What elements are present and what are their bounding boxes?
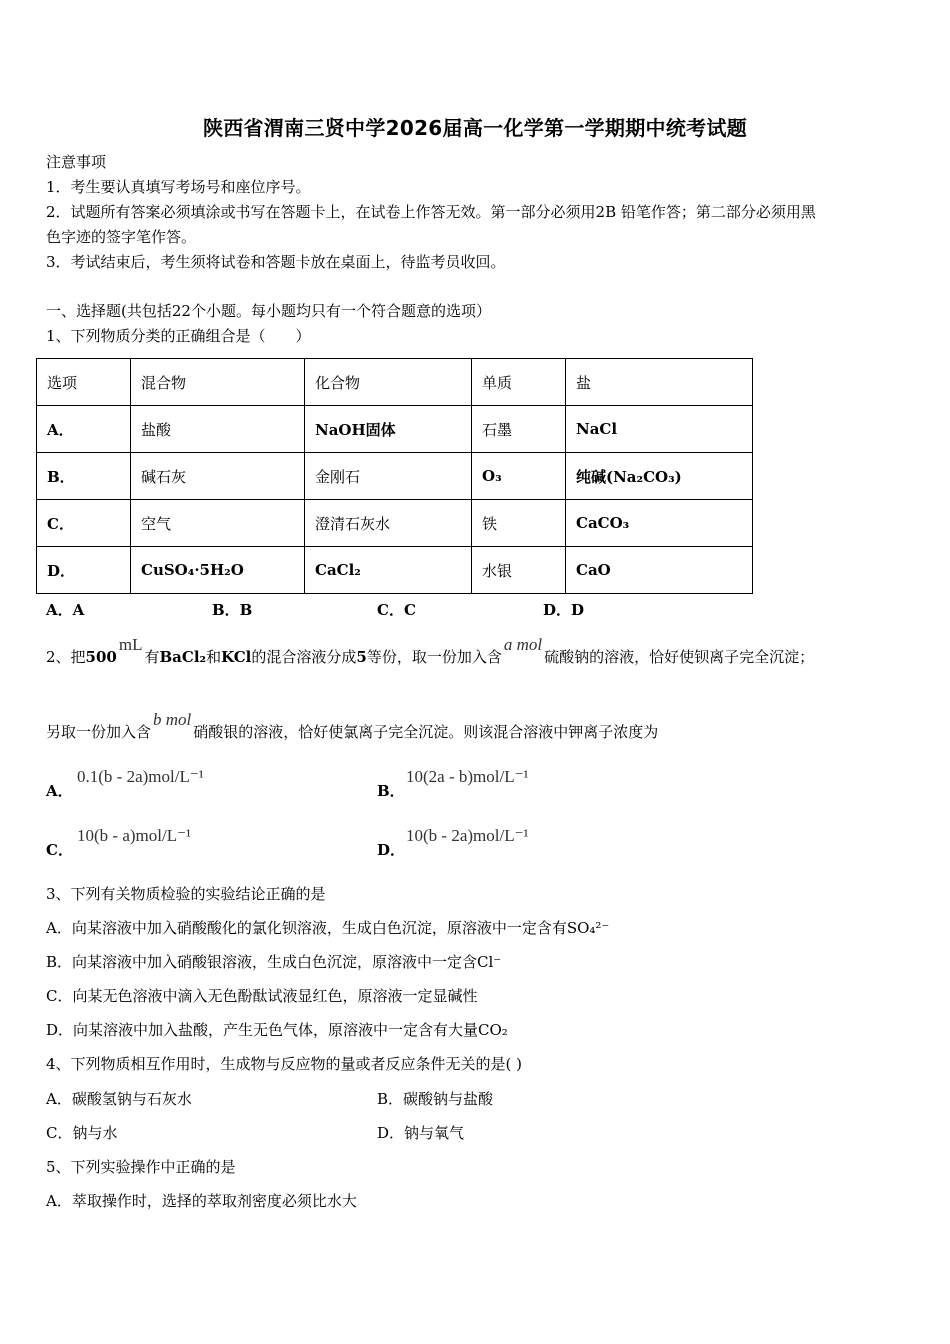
table-header-cell: 混合物 xyxy=(131,359,305,406)
section-heading: 一、选择题(共包括22个小题。每小题均只有一个符合题意的选项） xyxy=(46,302,491,320)
question-2-text xyxy=(46,635,815,667)
table-cell: 盐酸 xyxy=(131,406,305,453)
table-cell: CaO xyxy=(566,547,753,594)
table-cell: 石墨 xyxy=(472,406,566,453)
table-header-row xyxy=(37,359,753,406)
table-cell: A． xyxy=(37,406,131,453)
table-header-cell: 化合物 xyxy=(305,359,472,406)
q2-formula: KCl xyxy=(221,648,252,666)
notice-heading: 注意事项 xyxy=(46,153,107,171)
q2-volume: 500 xyxy=(85,648,117,666)
answer-option-expr: 10(b - 2a)mol/L⁻¹ xyxy=(406,826,529,845)
answer-option-label: C． xyxy=(46,841,73,859)
q2-text: 另取一份加入含 xyxy=(46,723,152,741)
page-title: 陕西省渭南三贤中学2026届高一化学第一学期期中统考试题 xyxy=(202,116,748,140)
notice-item: 1．考生要认真填写考场号和座位序号。 xyxy=(46,178,311,196)
answer-option-label: A． xyxy=(46,782,73,800)
table-cell: CaCl₂ xyxy=(305,547,472,594)
answer-option-expr: 0.1(b - 2a)mol/L⁻¹ xyxy=(77,767,204,786)
table-cell: D． xyxy=(37,547,131,594)
q2-text: 有 xyxy=(144,648,160,666)
table-cell: 铁 xyxy=(472,500,566,547)
table-cell: NaCl xyxy=(566,406,753,453)
answer-option-expr: 10(b - a)mol/L⁻¹ xyxy=(77,826,192,845)
question-4-stem: 4、下列物质相互作用时，生成物与反应物的量或者反应条件无关的是( ) xyxy=(46,1055,523,1073)
q2-number: 5 xyxy=(356,648,367,666)
answer-option: D．钠与氧气 xyxy=(377,1124,465,1142)
table-cell: O₃ xyxy=(472,453,566,500)
table-header-cell: 选项 xyxy=(37,359,131,406)
answer-option: B．B xyxy=(212,601,253,619)
classification-table xyxy=(36,358,753,594)
q2-amount-b: b mol xyxy=(153,710,192,729)
q2-text: 的混合溶液分成 xyxy=(251,648,357,666)
table-cell: C． xyxy=(37,500,131,547)
notice-item: 色字迹的签字笔作答。 xyxy=(46,228,197,246)
notice-item: 2．试题所有答案必须填涂或书写在答题卡上，在试卷上作答无效。第一部分必须用2B 铅笔作答；第二部分必须用黑 xyxy=(46,203,816,221)
table-row xyxy=(37,453,753,500)
answer-option: A．向某溶液中加入硝酸酸化的氯化钡溶液，生成白色沉淀，原溶液中一定含有SO₄²⁻ xyxy=(46,919,610,937)
answer-option: B．向某溶液中加入硝酸银溶液，生成白色沉淀，原溶液中一定含Cl⁻ xyxy=(46,953,502,971)
answer-option: A．碳酸氢钠与石灰水 xyxy=(46,1090,192,1108)
answer-option: A．A xyxy=(46,601,85,619)
answer-option: C．向某无色溶液中滴入无色酚酞试液显红色，原溶液一定显碱性 xyxy=(46,987,478,1005)
table-cell: B． xyxy=(37,453,131,500)
table-cell: CaCO₃ xyxy=(566,500,753,547)
answer-option-label: B． xyxy=(377,782,405,800)
table-cell: 水银 xyxy=(472,547,566,594)
q2-unit-ml: mL xyxy=(118,635,143,654)
table-cell: 空气 xyxy=(131,500,305,547)
table-cell: 澄清石灰水 xyxy=(305,500,472,547)
question-2-text xyxy=(46,710,659,742)
q2-text: 等份，取一份加入含 xyxy=(366,648,502,666)
table-row xyxy=(37,406,753,453)
answer-option: D．向某溶液中加入盐酸，产生无色气体，原溶液中一定含有大量CO₂ xyxy=(46,1021,508,1039)
answer-option-label: D． xyxy=(377,841,406,859)
q2-amount-a: a mol xyxy=(503,635,543,654)
answer-option: C．钠与水 xyxy=(46,1124,118,1142)
table-cell: 碱石灰 xyxy=(131,453,305,500)
question-3-stem: 3、下列有关物质检验的实验结论正确的是 xyxy=(46,885,326,903)
notice-item: 3．考试结束后，考生须将试卷和答题卡放在桌面上，待监考员收回。 xyxy=(46,253,506,271)
table-row xyxy=(37,547,753,594)
answer-option: B．碳酸钠与盐酸 xyxy=(377,1090,494,1108)
q2-formula: BaCl₂ xyxy=(159,648,207,666)
table-cell: 纯碱(Na₂CO₃) xyxy=(566,453,753,500)
table-cell: 金刚石 xyxy=(305,453,472,500)
table-row xyxy=(37,500,753,547)
question-1-stem: 1、下列物质分类的正确组合是（ ） xyxy=(46,327,311,345)
answer-option-expr: 10(2a - b)mol/L⁻¹ xyxy=(406,767,529,786)
table-header-cell: 盐 xyxy=(566,359,753,406)
table-cell: NaOH固体 xyxy=(305,406,472,453)
answer-option: D．D xyxy=(543,601,585,619)
table-cell: CuSO₄·5H₂O xyxy=(131,547,305,594)
q2-text: 硝酸银的溶液，恰好使氯离子完全沉淀。则该混合溶液中钾离子浓度为 xyxy=(193,723,659,741)
q2-text: 硫酸钠的溶液，恰好使钡离子完全沉淀； xyxy=(544,648,815,666)
question-5-stem: 5、下列实验操作中正确的是 xyxy=(46,1158,236,1176)
answer-option: C．C xyxy=(377,601,416,619)
table-header-cell: 单质 xyxy=(472,359,566,406)
q2-text: 和 xyxy=(206,648,222,666)
answer-option: A．萃取操作时，选择的萃取剂密度必须比水大 xyxy=(46,1192,357,1210)
q2-text: 2、把 xyxy=(46,648,86,666)
